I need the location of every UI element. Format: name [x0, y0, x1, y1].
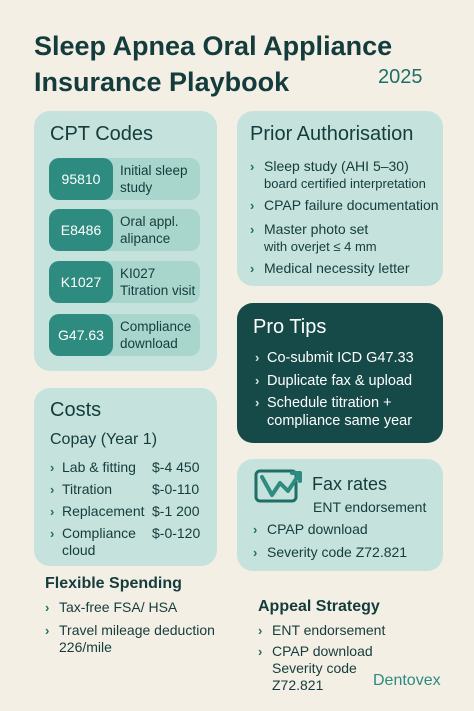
- cpt-desc: KI027 Titration visit: [120, 266, 196, 298]
- cpt-row: [49, 314, 200, 356]
- chevron-right-icon: ›: [250, 222, 255, 237]
- chevron-right-icon: ›: [250, 198, 255, 213]
- cpt-desc: Initial sleep study: [120, 163, 188, 195]
- cpt-row: [49, 158, 200, 200]
- prior-auth-text: Master photo set: [264, 221, 369, 237]
- chevron-right-icon: ›: [45, 600, 50, 615]
- brand-logo: Dentovex: [373, 672, 441, 689]
- cpt-code: 95810: [49, 158, 113, 200]
- chevron-right-icon: ›: [258, 623, 263, 638]
- cpt-desc: Oral appl. alipance: [120, 214, 179, 246]
- chevron-right-icon: ›: [253, 522, 258, 537]
- year-label: 2025: [378, 66, 423, 88]
- prior-auth-sub: with overjet ≤ 4 mm: [264, 239, 377, 254]
- chevron-right-icon: ›: [50, 482, 55, 497]
- chevron-right-icon: ›: [250, 159, 255, 174]
- chevron-right-icon: ›: [50, 526, 55, 541]
- cpt-row: [49, 261, 200, 303]
- pro-tips-heading: Pro Tips: [253, 316, 327, 338]
- chevron-right-icon: ›: [255, 350, 260, 365]
- page-title: Sleep Apnea Oral Appliance Insurance Playbook: [34, 31, 393, 97]
- costs-heading: Costs: [50, 399, 102, 421]
- chevron-right-icon: ›: [258, 644, 263, 659]
- cpt-code: E8486: [49, 209, 113, 251]
- appeal-strategy-heading: Appeal Strategy: [258, 598, 380, 615]
- cpt-desc: Compliance download: [120, 319, 192, 351]
- flexible-spending-heading: Flexible Spending: [45, 575, 182, 592]
- prior-auth-text: Medical necessity letter: [264, 260, 410, 276]
- prior-auth-heading: Prior Authorisation: [250, 123, 414, 145]
- fax-rates-heading: Fax rates: [312, 474, 388, 494]
- prior-auth-sub: board certified interpretation: [264, 176, 426, 191]
- chevron-right-icon: ›: [253, 545, 258, 560]
- chevron-right-icon: ›: [45, 623, 50, 638]
- fax-check-icon: [254, 467, 302, 507]
- copay-subheading: Copay (Year 1): [50, 431, 158, 448]
- chevron-right-icon: ›: [255, 373, 260, 388]
- cpt-code: K1027: [49, 261, 113, 303]
- cpt-row: [49, 209, 200, 251]
- cpt-code: G47.63: [49, 314, 113, 356]
- chevron-right-icon: ›: [50, 504, 55, 519]
- prior-auth-text: Sleep study (AHI 5–30): [264, 158, 409, 174]
- cpt-codes-heading: CPT Codes: [50, 123, 154, 145]
- prior-auth-text: CPAP failure documentation: [264, 197, 439, 213]
- chevron-right-icon: ›: [250, 261, 255, 276]
- fax-item: ENT endorsement: [313, 499, 427, 515]
- appeal-item: Severity code Z72.821: [272, 660, 357, 693]
- chevron-right-icon: ›: [50, 460, 55, 475]
- chevron-right-icon: ›: [255, 395, 260, 410]
